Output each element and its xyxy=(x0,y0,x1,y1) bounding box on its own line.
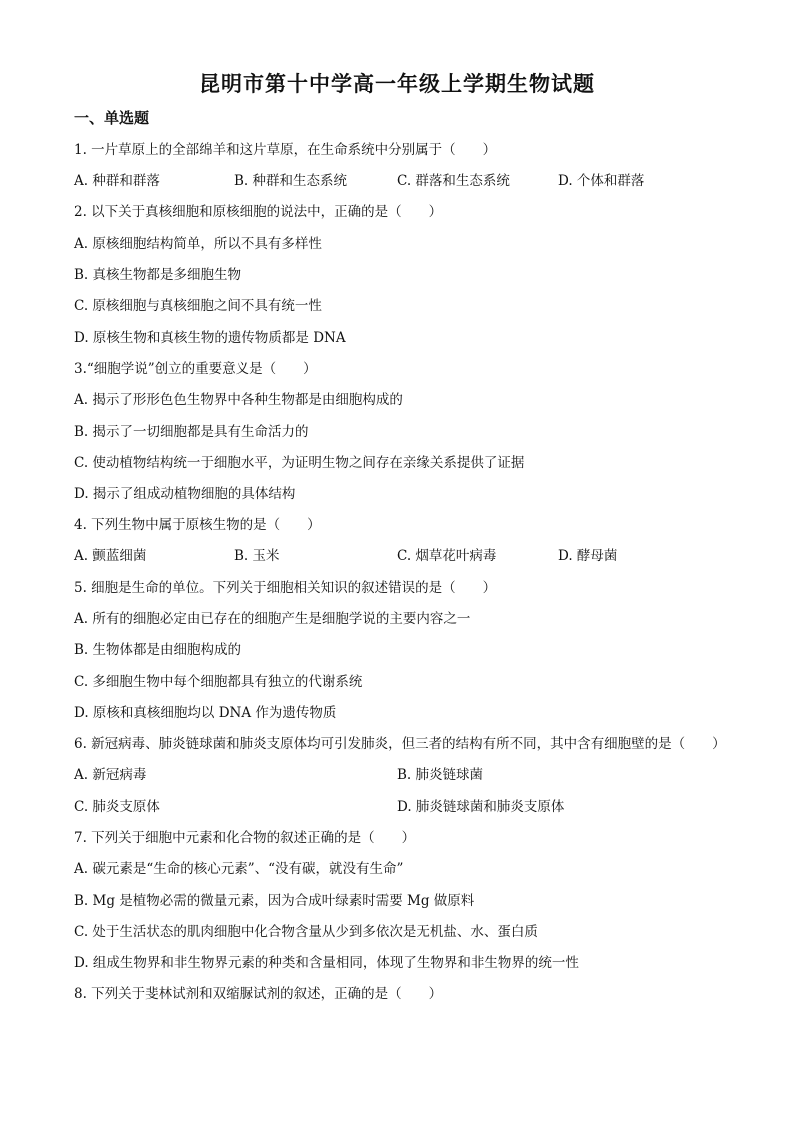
question-stem: 3.“细胞学说”创立的重要意义是（ ） xyxy=(74,361,317,377)
option: D. 原核生物和真核生物的遗传物质都是 DNA xyxy=(74,330,346,346)
option: A. 碳元素是“生命的核心元素”、“没有碳，就没有生命” xyxy=(74,861,404,877)
option: B. 种群和生态系统 xyxy=(234,173,348,189)
option: A. 揭示了形形色色生物界中各种生物都是由细胞构成的 xyxy=(74,392,403,408)
option: B. 生物体都是由细胞构成的 xyxy=(74,642,242,658)
option: C. 肺炎支原体 xyxy=(74,799,160,815)
option: D. 个体和群落 xyxy=(558,173,645,189)
option: A. 新冠病毒 xyxy=(74,767,147,783)
option: D. 酵母菌 xyxy=(558,548,618,564)
option: D. 组成生物界和非生物界元素的种类和含量相同，体现了生物界和非生物界的统一性 xyxy=(74,955,579,971)
question-stem: 5. 细胞是生命的单位。下列关于细胞相关知识的叙述错误的是（ ） xyxy=(74,580,497,596)
option: D. 揭示了组成动植物细胞的具体结构 xyxy=(74,486,296,502)
section-heading: 一、单选题 xyxy=(74,109,150,127)
question-stem: 1. 一片草原上的全部绵羊和这片草原，在生命系统中分别属于（ ） xyxy=(74,142,497,158)
question-stem: 4. 下列生物中属于原核生物的是（ ） xyxy=(74,517,321,533)
question-stem: 2. 以下关于真核细胞和原核细胞的说法中，正确的是（ ） xyxy=(74,204,443,220)
option: A. 颤蓝细菌 xyxy=(74,548,147,564)
option: C. 处于生活状态的肌肉细胞中化合物含量从少到多依次是无机盐、水、蛋白质 xyxy=(74,924,538,940)
option: C. 多细胞生物中每个细胞都具有独立的代谢系统 xyxy=(74,674,363,690)
option: B. 揭示了一切细胞都是具有生命活力的 xyxy=(74,424,309,440)
option: A. 种群和群落 xyxy=(74,173,160,189)
option: C. 使动植物结构统一于细胞水平，为证明生物之间存在亲缘关系提供了证据 xyxy=(74,455,525,471)
question-stem: 6. 新冠病毒、肺炎链球菌和肺炎支原体均可引发肺炎，但三者的结构有所不同，其中含有细胞壁的是（ ） xyxy=(74,736,726,752)
option: D. 原核和真核细胞均以 DNA 作为遗传物质 xyxy=(74,705,337,721)
option: B. Mg 是植物必需的微量元素，因为合成叶绿素时需要 Mg 做原料 xyxy=(74,893,475,909)
option: A. 原核细胞结构简单，所以不具有多样性 xyxy=(74,236,322,252)
option: B. 肺炎链球菌 xyxy=(397,767,484,783)
option: B. 真核生物都是多细胞生物 xyxy=(74,267,242,283)
option: C. 原核细胞与真核细胞之间不具有统一性 xyxy=(74,298,322,314)
page-title: 昆明市第十中学高一年级上学期生物试题 xyxy=(199,71,595,96)
option: A. 所有的细胞必定由已存在的细胞产生是细胞学说的主要内容之一 xyxy=(74,611,471,627)
question-stem: 7. 下列关于细胞中元素和化合物的叙述正确的是（ ） xyxy=(74,830,416,846)
option: C. 烟草花叶病毒 xyxy=(397,548,497,564)
option: D. 肺炎链球菌和肺炎支原体 xyxy=(397,799,565,815)
question-stem: 8. 下列关于斐林试剂和双缩脲试剂的叙述，正确的是（ ） xyxy=(74,986,443,1002)
option: C. 群落和生态系统 xyxy=(397,173,510,189)
option: B. 玉米 xyxy=(234,548,280,564)
